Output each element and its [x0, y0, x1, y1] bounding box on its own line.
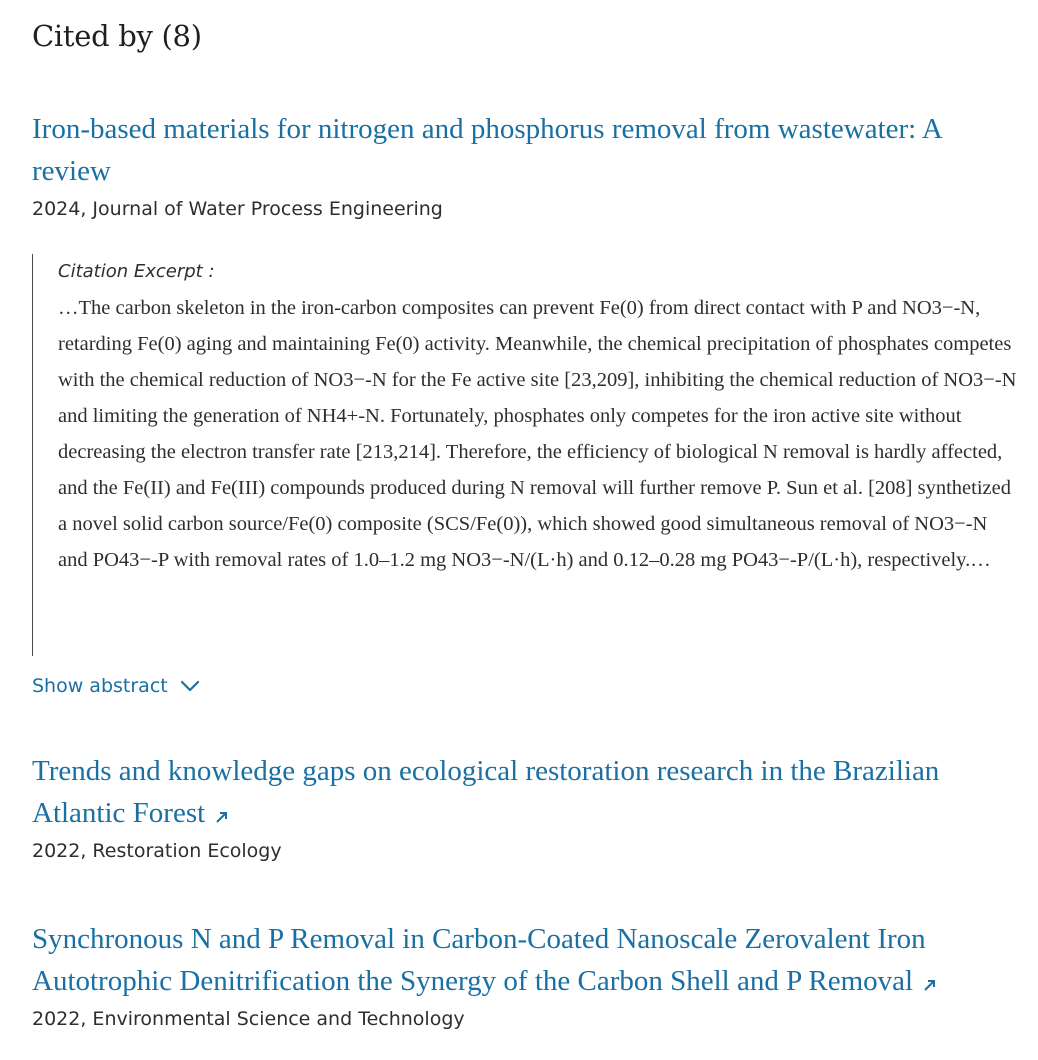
citation-meta: 2022, Environmental Science and Technology: [32, 1008, 465, 1030]
citation-excerpt: [32, 254, 1022, 656]
citation-title-text: Trends and knowledge gaps on ecological restoration research in the Brazilian Atlantic Forest: [32, 755, 940, 829]
cited-by-heading: Cited by (8): [32, 19, 202, 53]
citation-title-text: Synchronous N and P Removal in Carbon-Coated Nanoscale Zerovalent Iron Autotrophic Denitrification the Synergy of the Carbon Shell and P Removal: [32, 923, 926, 997]
citation-excerpt-text: …The carbon skeleton in the iron-carbon composites can prevent Fe(0) from direct contact with P and NO3−-N, retarding Fe(0) aging and maintaining Fe(0) activity. Meanwhile, the chemical precipitation of phosphates competes with the chemical reduction of NO3−-N for the Fe active site [23,209], inhibiting the chemical reduction of NO3−-N and limiting the generation of NH4+-N. Fortunately, phosphates only competes for the iron active site without decreasing the electron transfer rate [213,214]. Therefore, the efficiency of biological N removal is hardly affected, and the Fe(II) and Fe(III) compounds produced during N removal will further remove P. Sun et al. [208] synthetized a novel solid carbon source/Fe(0) composite (SCS/Fe(0)), which showed good simultaneous removal of NO3−-N and PO43−-P with removal rates of 1.0–1.2 mg NO3−-N/(L·h) and 0.12–0.28 mg PO43−-P/(L·h), respectively.…: [58, 297, 1017, 571]
citation-title-link[interactable]: [32, 918, 1022, 1002]
citation-item: [32, 750, 1022, 866]
citation-excerpt-label: Citation Excerpt :: [58, 261, 215, 282]
show-abstract-button[interactable]: [32, 670, 200, 702]
external-link-arrow-icon: [215, 810, 229, 824]
citation-title-link[interactable]: [32, 750, 1022, 834]
external-link-arrow-icon: [923, 978, 937, 992]
citation-meta: 2024, Journal of Water Process Engineering: [32, 198, 443, 220]
citation-item: [32, 918, 1022, 1034]
show-abstract-label: Show abstract: [32, 675, 168, 697]
citation-item: [32, 108, 1022, 224]
citation-meta: 2022, Restoration Ecology: [32, 840, 282, 862]
citation-title-link[interactable]: Iron-based materials for nitrogen and phosphorus removal from wastewater: A review: [32, 113, 942, 187]
chevron-down-icon: [180, 679, 200, 693]
